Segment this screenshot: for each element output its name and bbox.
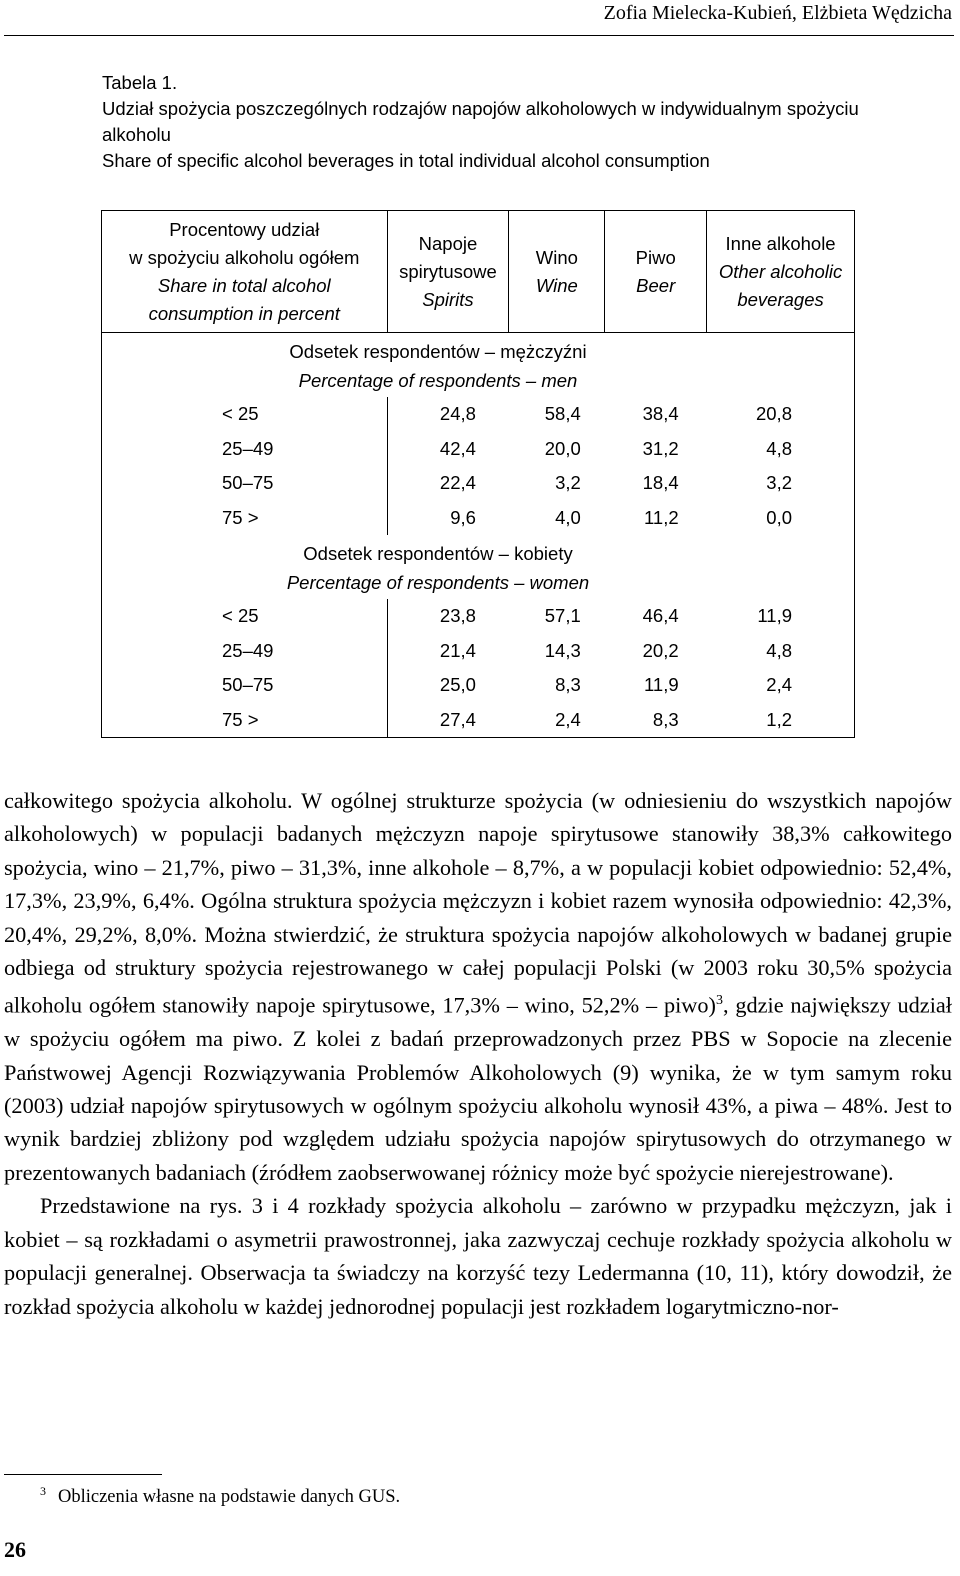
value-cell: 1,2	[707, 703, 855, 738]
body-text	[4, 784, 952, 1323]
value-cell: 11,2	[644, 506, 679, 528]
row-label-cell: 25–49	[102, 634, 388, 669]
col-header-spirits: Napoje spirytusowe Spirits	[387, 211, 509, 333]
value-cell: 4,0	[555, 506, 581, 528]
value-cell: 57,1	[544, 605, 581, 627]
value-cell: 31,2	[642, 437, 679, 459]
footnote-ref[interactable]: 3	[715, 993, 723, 1009]
col-header-other: Inne alkohole Other alcoholic beverages	[707, 211, 855, 333]
value-cell: 21,4	[387, 634, 509, 669]
table-label: Tabela 1.	[102, 72, 178, 93]
value-cell: 11,9	[644, 674, 679, 696]
value-cell: 11,9	[707, 599, 855, 634]
table-title-pl: Udział spożycia poszczególnych rodzajów napojów alkoholowych w indywidualnym spożyciu alkoholu	[102, 98, 859, 145]
row-label-cell: 50–75	[102, 668, 388, 703]
value-cell: 0,0	[707, 501, 855, 536]
value-cell: 20,2	[642, 639, 679, 661]
value-cell: 4,8	[707, 634, 855, 669]
table-title-en: Share of specific alcohol beverages in total individual alcohol consumption	[102, 150, 710, 171]
value-cell: 22,4	[387, 466, 509, 501]
paragraph-1: całkowitego spożycia alkoholu. W ogólnej strukturze spożycia (w odniesieniu do wszystkich napojów alkoholowych) w populacji badanych mężczyzn napoje spirytusowe stanowiły 38,3% całkowitego spożycia, wino – 21,7%, piwo – 31,3%, inne alkohole – 8,7%, a w populacji kobiet odpowiednio: 52,4%, 17,3%, 23,9%, 6,4%. Ogólna struktura spożycia mężczyzn i kobiet razem wynosiła odpowiednio: 42,3%, 20,4%, 29,2%, 8,0%. Można stwierdzić, że struktura spożycia napojów alkoholowych w badanej grupie odbiega od struktury spożycia rejestrowanego w całej populacji Polski (w 2003 roku 30,5% spożycia alkoholu ogółem stanowiły napoje spirytusowe, 17,3% – wino, 52,2% – piwo)$^3$, gdzie największy udział w spożyciu ogółem ma piwo. Z kolei z badań przeprowadzonych przez PBS w Sopocie na zlecenie Państwowej Agencji Rozwiązywania Problemów Alkoholowych (9) wynika, że w tym samym roku (2003) udział napojów spirytusowych w ogólnym spożyciu alkoholu wynosił 43%, a piwa – 48%. Jest to wynik bardziej zbliżony pod względem udziału spożycia napojów spirytusowych do otrzymanego w prezentowanych badaniach (źródłem zaobserwowanej różnicy może być spożycie nierejestrowane).	[4, 788, 952, 1185]
table-row	[102, 599, 855, 634]
value-cell: 9,6	[387, 501, 509, 536]
data-table	[101, 210, 855, 738]
footnote-text: Obliczenia własne na podstawie danych GUS.	[58, 1487, 401, 1508]
table-header-row	[102, 211, 855, 333]
table-row	[102, 703, 855, 738]
col-header-share: Procentowy udział w spożyciu alkoholu ogółem Share in total alcohol consumption in percent	[102, 211, 388, 333]
value-cell: 8,3	[605, 703, 707, 738]
value-cell: 46,4	[642, 605, 679, 627]
table-row	[102, 668, 855, 703]
section-men: Odsetek respondentów – mężczyźni Percentage of respondents – men	[102, 333, 855, 398]
header-rule	[4, 35, 954, 36]
value-cell: 23,8	[387, 599, 509, 634]
value-cell: 58,4	[544, 403, 581, 425]
page-number: 26	[4, 1537, 26, 1562]
col-header-beer: Piwo Beer	[605, 211, 707, 333]
value-cell: 20,8	[707, 397, 855, 432]
row-label-cell: 75 >	[102, 703, 388, 738]
value-cell: 3,2	[707, 466, 855, 501]
value-cell: 14,3	[544, 639, 581, 661]
value-cell: 38,4	[642, 403, 679, 425]
row-label-cell: < 25	[102, 599, 388, 634]
value-cell: 42,4	[387, 432, 509, 467]
paragraph-2: Przedstawione na rys. 3 i 4 rozkłady spożycia alkoholu – zarówno w przypadku mężczyzn, jak i kobiet – są rozkładami o asymetrii prawostronnej, jaka zazwyczaj cechuje rozkłady spożycia alkoholu w populacji generalnej. Obserwacja ta świadczy na korzyść tezy Ledermanna (10, 11), który dowodził, że rozkład spożycia alkoholu w każdej jednorodnej populacji jest rozkładem logarytmiczno-nor-	[4, 1193, 952, 1319]
value-cell: 3,2	[555, 472, 581, 494]
footnote	[40, 1484, 400, 1508]
row-label-cell: 50–75	[102, 466, 388, 501]
value-cell: 4,8	[707, 432, 855, 467]
footnote-mark: 3	[40, 1484, 46, 1498]
table-row	[102, 466, 855, 501]
value-cell: 24,8	[387, 397, 509, 432]
table-caption	[102, 70, 882, 174]
value-cell: 25,0	[387, 668, 509, 703]
footnote-rule	[4, 1474, 162, 1475]
section-women: Odsetek respondentów – kobiety Percentage of respondents – women	[102, 535, 855, 599]
value-cell: 18,4	[642, 472, 679, 494]
table-row	[102, 397, 855, 432]
col-header-wine: Wino Wine	[509, 211, 605, 333]
table-row	[102, 432, 855, 467]
row-label-cell: 75 >	[102, 501, 388, 536]
row-label-cell: < 25	[102, 397, 388, 432]
table-row	[102, 634, 855, 669]
value-cell: 2,4	[707, 668, 855, 703]
value-cell: 2,4	[509, 703, 605, 738]
row-label-cell: 25–49	[102, 432, 388, 467]
value-cell: 8,3	[555, 674, 581, 696]
table-row	[102, 501, 855, 536]
running-head: Zofia Mielecka-Kubień, Elżbieta Wędzicha	[603, 2, 952, 24]
value-cell: 20,0	[544, 437, 581, 459]
value-cell: 27,4	[387, 703, 509, 738]
